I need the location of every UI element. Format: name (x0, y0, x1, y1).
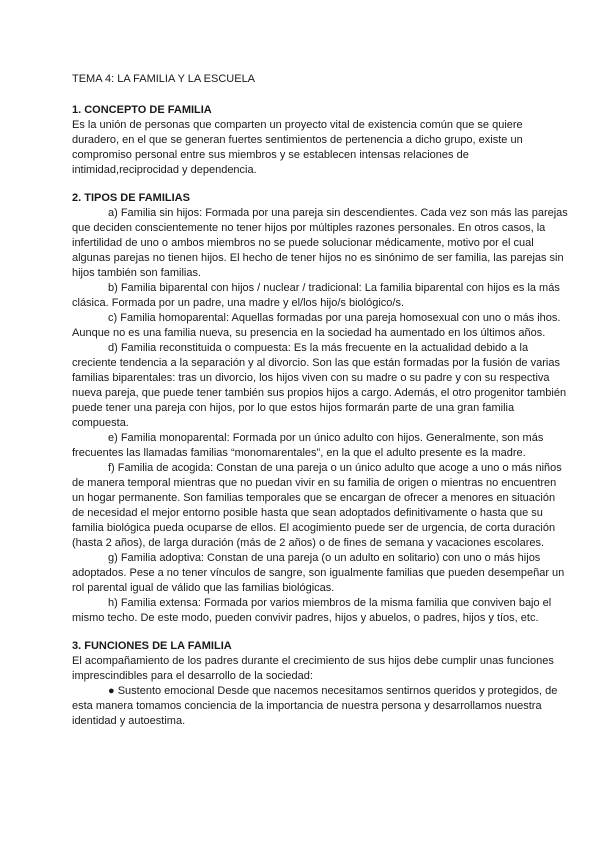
bullet-item: ● Sustento emocional Desde que nacemos necesitamos sentirnos queridos y protegidos, de esta manera tomamos conciencia de la importancia de nuestra persona y desarrollamos nuestra identidad y autoestima. (72, 685, 558, 727)
paragraph: El acompañamiento de los padres durante el crecimiento de sus hijos debe cumplir unas funciones imprescindibles para el desarrollo de la sociedad: (72, 655, 554, 682)
section-tipos (72, 191, 570, 626)
section-concepto (72, 103, 570, 178)
family-type-a: a) Familia sin hijos: Formada por una pareja sin descendientes. Cada vez son más las parejas que deciden conscientemente no tener hijos por múltiples razones personales. En otros casos, la infertilidad de uno o ambos miembros no se puede solucionar médicamente, motivo por el cual algunas parejas no tienen hijos. El hecho de tener hijos no es sinónimo de ser familia, las parejas sin hijos también son familias. (72, 207, 568, 279)
paragraph: Es la unión de personas que comparten un proyecto vital de existencia común que se quiere duradero, en el que se generan fuertes sentimientos de pertenencia a dicho grupo, existe un compromiso personal entre sus miembros y se establecen intensas relaciones de intimidad,reciprocidad y dependencia. (72, 119, 523, 176)
section-heading: 2. TIPOS DE FAMILIAS (72, 192, 190, 204)
section-heading: 3. FUNCIONES DE LA FAMILIA (72, 640, 232, 652)
section-heading: 1. CONCEPTO DE FAMILIA (72, 104, 212, 116)
family-type-f: f) Familia de acogida: Constan de una pareja o un único adulto que acoge a uno o más niños de manera temporal mientras que no puedan vivir en su familia de origen o mientras no encuentren un hogar permanente. Son familias temporales que se encargan de ofrecer a menores en situación de necesidad el mejor entorno posible hasta que sean adoptados definitivamente o hasta que su familia biológica pueda ocuparse de ellos. El acogimiento puede ser de urgencia, de corta duración (hasta 2 años), de larga duración (más de 2 años) o de fines de semana y vacaciones escolares. (72, 462, 562, 549)
family-type-c: c) Familia homoparental: Aquellas formadas por una pareja homosexual con uno o más ihos. Aunque no es una familia nueva, su presencia en la sociedad ha aumentado en los últimos años. (72, 312, 561, 339)
document-title: TEMA 4: LA FAMILIA Y LA ESCUELA (72, 73, 256, 85)
family-type-e: e) Familia monoparental: Formada por un único adulto con hijos. Generalmente, son más frecuentes las llamadas familias “monomarentales”, en la que el adulto presente es la madre. (72, 432, 544, 459)
family-type-h: h) Familia extensa: Formada por varios miembros de la misma familia que conviven bajo el mismo techo. De este modo, pueden convivir padres, hijos y abuelos, o padres, hijos y tíos, etc. (72, 597, 552, 624)
family-type-b: b) Familia biparental con hijos / nuclear / tradicional: La familia biparental con hijos es la más clásica. Formada por un padre, una madre y el/los hijo/s biológico/s. (72, 282, 560, 309)
section-funciones (72, 639, 570, 729)
family-type-d: d) Familia reconstituida o compuesta: Es la más frecuente en la actualidad debido a la creciente tendencia a la separación y al divorcio. Son las que están formadas por la fusión de varias familias biparentales: tras un divorcio, los hijos viven con su madre o su padre y con su respectiva nueva pareja, que puede tener también sus propios hijos a cargo. Además, el otro progenitor también puede tener una pareja con hijos, por lo que estos hijos formarán parte de una gran familia compuesta. (72, 342, 567, 429)
family-type-g: g) Familia adoptiva: Constan de una pareja (o un adulto en solitario) con uno o más hijos adoptados. Pese a no tener vínculos de sangre, son igualmente familias que pueden desempeñar un rol parental igual de válido que las familias biológicas. (72, 552, 565, 594)
